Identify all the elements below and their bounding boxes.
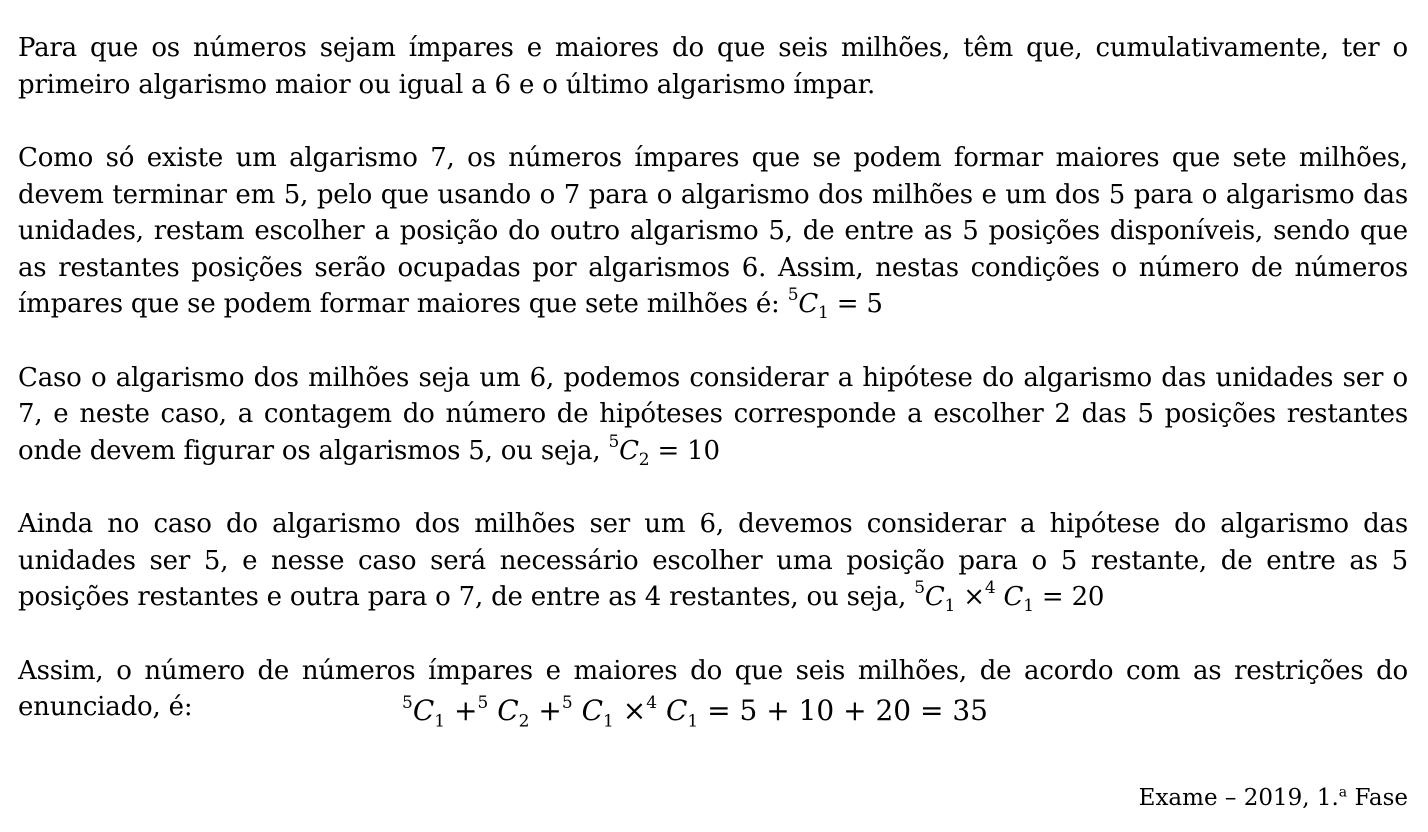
paragraph-3 <box>18 360 1408 470</box>
paragraph-4 <box>18 506 1408 616</box>
solution-text <box>18 30 1408 726</box>
exam-label: Exame – 2019, 1. <box>1138 785 1339 811</box>
formula-five-c-one: $^5C_1 = 5$ <box>787 285 883 324</box>
paragraph-3-text: Caso o algarismo dos milhões seja um 6, podemos considerar a hipótese do algarismo das unidades ser o 7, e neste caso, a contagem do número de hipóteses corresponde a escolher 2 das 5 posições restantes onde devem figurar os algarismos 5, ou seja, <box>18 362 1408 466</box>
ordinal-indicator: a <box>1338 784 1348 801</box>
paragraph-4-text: Ainda no caso do algarismo dos milhões ser um 6, devemos considerar a hipótese do algarismo das unidades ser 5, e nesse caso será necessário escolher uma posição para o 5 restante, de entre as 5 posições restantes e outra para o 7, de entre as 4 restantes, ou seja, <box>18 509 1408 612</box>
paragraph-1-text: Para que os números sejam ímpares e maiores do que seis milhões, têm que, cumulativamente, ter o primeiro algarismo maior ou igual a 6 e o último algarismo ímpar. <box>18 33 1408 100</box>
formula-product: $^5C_1 \times^4$ $C_1 = 20$ <box>914 578 1105 617</box>
display-formula: $^5C_1 +^5$ $C_2 +^5$ $C_1 \times^4$ $C_1 = 5 + 10 + 20 = 35$ <box>402 692 988 732</box>
paragraph-2 <box>18 140 1408 323</box>
paragraph-5-text: Assim, o número de números ímpares e maiores do que seis milhões, de acordo com as restrições do enunciado, é: <box>18 655 1408 722</box>
phase-label: Fase <box>1354 785 1408 811</box>
paragraph-2-text: Como só existe um algarismo 7, os números ímpares que se podem formar maiores que sete milhões, devem terminar em 5, pelo que usando o 7 para o algarismo dos milhões e um dos 5 para o algarismo das unidades, restam escolher a posição do outro algarismo 5, de entre as 5 posições disponíveis, sendo que as restantes posições serão ocupadas por algarismos 6. Assim, nestas condições o número de números ímpares que se podem formar maiores que sete milhões é: <box>18 143 1408 319</box>
formula-five-c-two: $^5C_2 = 10$ <box>608 431 720 470</box>
exam-source <box>1139 783 1408 813</box>
paragraph-1 <box>18 30 1408 103</box>
